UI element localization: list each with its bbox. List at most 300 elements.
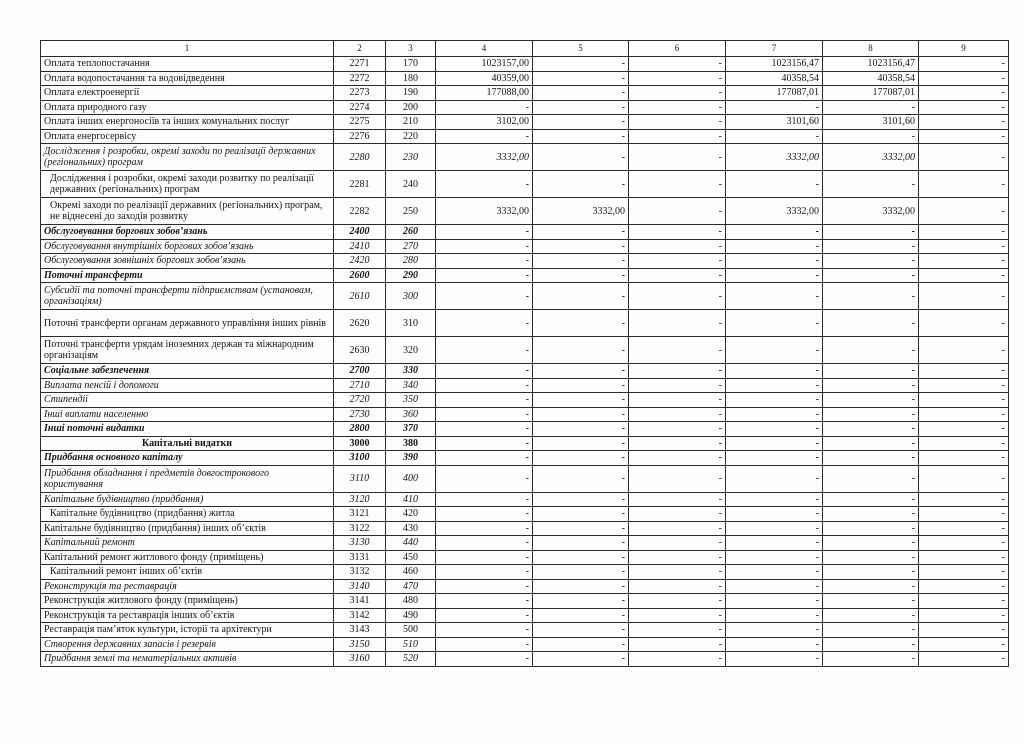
value-cell: - [823, 268, 919, 283]
value-cell: 3102,00 [436, 115, 533, 130]
value-cell: - [919, 378, 1009, 393]
line-code: 220 [386, 129, 436, 144]
row-label: Капітальне будівництво (придбання) інших об’єктів [41, 521, 334, 536]
value-cell: - [726, 310, 823, 337]
value-cell: - [436, 283, 533, 310]
column-number-row [41, 41, 1009, 57]
row-label: Обслуговування внутрішніх боргових зобов’язань [41, 239, 334, 254]
value-cell: - [823, 407, 919, 422]
kekv-code: 2710 [334, 378, 386, 393]
value-cell: - [823, 623, 919, 638]
value-cell: - [919, 115, 1009, 130]
value-cell: - [629, 171, 726, 198]
kekv-code: 3110 [334, 465, 386, 492]
kekv-code: 2274 [334, 100, 386, 115]
value-cell: - [823, 507, 919, 522]
line-code: 410 [386, 492, 436, 507]
value-cell: - [823, 608, 919, 623]
value-cell: - [726, 507, 823, 522]
value-cell: - [533, 337, 629, 364]
value-cell: - [919, 565, 1009, 580]
table-row [41, 283, 1009, 310]
value-cell: - [629, 310, 726, 337]
value-cell: - [533, 144, 629, 171]
value-cell: - [919, 337, 1009, 364]
row-label: Обслуговування зовнішніх боргових зобов’язань [41, 254, 334, 269]
value-cell: - [919, 652, 1009, 667]
value-cell: - [436, 608, 533, 623]
value-cell: - [629, 565, 726, 580]
value-cell: - [919, 283, 1009, 310]
value-cell: - [436, 225, 533, 240]
line-code: 170 [386, 57, 436, 72]
row-label: Поточні трансферти урядам іноземних держав та міжнародним організаціям [41, 337, 334, 364]
row-label: Капітальний ремонт [41, 536, 334, 551]
kekv-code: 3120 [334, 492, 386, 507]
value-cell: - [436, 451, 533, 466]
value-cell: 1023156,47 [726, 57, 823, 72]
row-label: Оплата теплопостачання [41, 57, 334, 72]
value-cell: - [436, 171, 533, 198]
table-row [41, 86, 1009, 101]
line-code: 180 [386, 71, 436, 86]
value-cell: - [436, 100, 533, 115]
value-cell: - [533, 378, 629, 393]
value-cell: - [533, 268, 629, 283]
value-cell: - [726, 594, 823, 609]
kekv-code: 3000 [334, 436, 386, 451]
kekv-code: 2282 [334, 198, 386, 225]
kekv-code: 2400 [334, 225, 386, 240]
column-number-header: 5 [533, 41, 629, 57]
value-cell: - [436, 623, 533, 638]
line-code: 210 [386, 115, 436, 130]
value-cell: 3332,00 [726, 198, 823, 225]
table-row [41, 608, 1009, 623]
kekv-code: 3100 [334, 451, 386, 466]
line-code: 270 [386, 239, 436, 254]
line-code: 360 [386, 407, 436, 422]
line-code: 490 [386, 608, 436, 623]
value-cell: - [533, 115, 629, 130]
value-cell: - [533, 422, 629, 437]
value-cell: - [919, 100, 1009, 115]
value-cell: - [919, 268, 1009, 283]
value-cell: - [436, 407, 533, 422]
value-cell: - [629, 579, 726, 594]
row-label: Придбання обладнання і предметів довгострокового користування [41, 465, 334, 492]
value-cell: - [629, 198, 726, 225]
value-cell: - [436, 507, 533, 522]
value-cell: - [436, 393, 533, 408]
value-cell: - [629, 492, 726, 507]
table-row [41, 254, 1009, 269]
value-cell: - [533, 57, 629, 72]
value-cell: - [823, 436, 919, 451]
value-cell: - [436, 565, 533, 580]
line-code: 200 [386, 100, 436, 115]
row-label: Стипендії [41, 393, 334, 408]
value-cell: - [726, 407, 823, 422]
row-label: Оплата природного газу [41, 100, 334, 115]
value-cell: - [919, 507, 1009, 522]
value-cell: 40358,54 [726, 71, 823, 86]
value-cell: - [823, 393, 919, 408]
kekv-code: 2610 [334, 283, 386, 310]
kekv-code: 3130 [334, 536, 386, 551]
value-cell: - [533, 623, 629, 638]
value-cell: - [533, 71, 629, 86]
kekv-code: 2276 [334, 129, 386, 144]
value-cell: - [629, 652, 726, 667]
value-cell: 3332,00 [436, 198, 533, 225]
value-cell: 3332,00 [823, 144, 919, 171]
line-code: 320 [386, 337, 436, 364]
value-cell: - [726, 225, 823, 240]
table-row [41, 115, 1009, 130]
value-cell: - [629, 637, 726, 652]
value-cell: - [629, 623, 726, 638]
value-cell: - [823, 637, 919, 652]
line-code: 400 [386, 465, 436, 492]
line-code: 290 [386, 268, 436, 283]
value-cell: - [533, 465, 629, 492]
value-cell: - [629, 407, 726, 422]
value-cell: - [726, 550, 823, 565]
line-code: 240 [386, 171, 436, 198]
value-cell: - [629, 71, 726, 86]
value-cell: - [919, 579, 1009, 594]
value-cell: - [919, 536, 1009, 551]
value-cell: 3101,60 [726, 115, 823, 130]
value-cell: - [726, 422, 823, 437]
value-cell: - [919, 465, 1009, 492]
value-cell: - [629, 100, 726, 115]
value-cell: - [629, 337, 726, 364]
value-cell: - [533, 407, 629, 422]
value-cell: - [629, 507, 726, 522]
value-cell: - [629, 115, 726, 130]
expenditure-report-table [40, 40, 1009, 667]
value-cell: - [823, 129, 919, 144]
line-code: 460 [386, 565, 436, 580]
value-cell: - [629, 86, 726, 101]
value-cell: - [919, 364, 1009, 379]
row-label: Оплата водопостачання та водовідведення [41, 71, 334, 86]
kekv-code: 2630 [334, 337, 386, 364]
row-label: Реконструкція та реставрація інших об’єктів [41, 608, 334, 623]
value-cell: - [919, 451, 1009, 466]
kekv-code: 2273 [334, 86, 386, 101]
table-body [41, 57, 1009, 667]
table-row [41, 594, 1009, 609]
line-code: 350 [386, 393, 436, 408]
table-row [41, 492, 1009, 507]
value-cell: - [823, 225, 919, 240]
value-cell: 177088,00 [436, 86, 533, 101]
value-cell: - [823, 422, 919, 437]
value-cell: - [533, 550, 629, 565]
value-cell: - [726, 129, 823, 144]
kekv-code: 2420 [334, 254, 386, 269]
value-cell: - [726, 393, 823, 408]
row-label: Капітальні видатки [41, 436, 334, 451]
kekv-code: 2620 [334, 310, 386, 337]
line-code: 260 [386, 225, 436, 240]
value-cell: - [436, 378, 533, 393]
line-code: 420 [386, 507, 436, 522]
row-label: Реставрація пам’яток культури, історії та архітектури [41, 623, 334, 638]
column-number-header: 3 [386, 41, 436, 57]
value-cell: - [629, 57, 726, 72]
value-cell: - [726, 608, 823, 623]
row-label: Дослідження і розробки, окремі заходи розвитку по реалізації державних (регіональних) програм [41, 171, 334, 198]
table-row [41, 171, 1009, 198]
value-cell: - [629, 254, 726, 269]
table-row [41, 550, 1009, 565]
line-code: 510 [386, 637, 436, 652]
value-cell: - [726, 254, 823, 269]
row-label: Виплата пенсій і допомоги [41, 378, 334, 393]
value-cell: - [919, 422, 1009, 437]
value-cell: - [629, 608, 726, 623]
kekv-code: 2730 [334, 407, 386, 422]
value-cell: - [823, 521, 919, 536]
value-cell: - [823, 451, 919, 466]
value-cell: - [629, 550, 726, 565]
value-cell: 3332,00 [726, 144, 823, 171]
value-cell: - [533, 608, 629, 623]
value-cell: - [726, 378, 823, 393]
value-cell: - [919, 521, 1009, 536]
value-cell: - [823, 100, 919, 115]
value-cell: - [533, 451, 629, 466]
value-cell: - [533, 129, 629, 144]
value-cell: - [919, 57, 1009, 72]
table-row [41, 100, 1009, 115]
kekv-code: 3142 [334, 608, 386, 623]
value-cell: - [629, 225, 726, 240]
column-number-header: 6 [629, 41, 726, 57]
kekv-code: 2600 [334, 268, 386, 283]
line-code: 450 [386, 550, 436, 565]
value-cell: - [629, 451, 726, 466]
value-cell: - [629, 422, 726, 437]
value-cell: - [533, 100, 629, 115]
value-cell: - [629, 268, 726, 283]
value-cell: - [726, 283, 823, 310]
kekv-code: 2410 [334, 239, 386, 254]
value-cell: - [533, 171, 629, 198]
value-cell: - [533, 436, 629, 451]
value-cell: - [823, 492, 919, 507]
line-code: 480 [386, 594, 436, 609]
value-cell: - [436, 364, 533, 379]
table-row [41, 422, 1009, 437]
value-cell: - [533, 393, 629, 408]
value-cell: - [919, 608, 1009, 623]
value-cell: - [726, 465, 823, 492]
value-cell: - [919, 239, 1009, 254]
value-cell: 177087,01 [823, 86, 919, 101]
table-row [41, 637, 1009, 652]
value-cell: - [629, 594, 726, 609]
value-cell: - [726, 652, 823, 667]
table-row [41, 565, 1009, 580]
line-code: 340 [386, 378, 436, 393]
table-row [41, 337, 1009, 364]
value-cell: - [726, 268, 823, 283]
value-cell: - [726, 536, 823, 551]
table-row [41, 144, 1009, 171]
kekv-code: 3141 [334, 594, 386, 609]
value-cell: - [919, 198, 1009, 225]
kekv-code: 2700 [334, 364, 386, 379]
column-number-header: 8 [823, 41, 919, 57]
table-row [41, 507, 1009, 522]
value-cell: - [823, 579, 919, 594]
value-cell: 3332,00 [823, 198, 919, 225]
value-cell: - [436, 492, 533, 507]
row-label: Дослідження і розробки, окремі заходи по реалізації державних (регіональних) програм [41, 144, 334, 171]
value-cell: - [533, 579, 629, 594]
table-row [41, 536, 1009, 551]
value-cell: - [726, 521, 823, 536]
value-cell: - [436, 465, 533, 492]
value-cell: - [919, 254, 1009, 269]
value-cell: - [726, 337, 823, 364]
row-label: Окремі заходи по реалізації державних (регіональних) програм, не віднесені до заходів розвитку [41, 198, 334, 225]
value-cell: - [533, 225, 629, 240]
value-cell: - [533, 239, 629, 254]
value-cell: - [533, 594, 629, 609]
kekv-code: 2281 [334, 171, 386, 198]
value-cell: 3332,00 [533, 198, 629, 225]
value-cell: - [726, 579, 823, 594]
value-cell: - [919, 129, 1009, 144]
value-cell: - [533, 310, 629, 337]
kekv-code: 2720 [334, 393, 386, 408]
table-row [41, 57, 1009, 72]
value-cell: - [823, 310, 919, 337]
table-row [41, 378, 1009, 393]
value-cell: - [533, 637, 629, 652]
column-number-header: 1 [41, 41, 334, 57]
line-code: 520 [386, 652, 436, 667]
value-cell: - [533, 565, 629, 580]
value-cell: - [726, 436, 823, 451]
value-cell: - [436, 594, 533, 609]
table-row [41, 451, 1009, 466]
value-cell: - [533, 254, 629, 269]
value-cell: - [919, 436, 1009, 451]
row-label: Придбання основного капіталу [41, 451, 334, 466]
value-cell: - [919, 71, 1009, 86]
table-row [41, 129, 1009, 144]
table-row [41, 393, 1009, 408]
table-row [41, 310, 1009, 337]
value-cell: - [823, 364, 919, 379]
line-code: 300 [386, 283, 436, 310]
value-cell: - [533, 536, 629, 551]
value-cell: - [919, 492, 1009, 507]
value-cell: - [533, 86, 629, 101]
table-row [41, 198, 1009, 225]
row-label: Інші виплати населенню [41, 407, 334, 422]
line-code: 430 [386, 521, 436, 536]
row-label: Оплата енергосервісу [41, 129, 334, 144]
value-cell: 1023157,00 [436, 57, 533, 72]
row-label: Реконструкція та реставрація [41, 579, 334, 594]
value-cell: - [726, 565, 823, 580]
value-cell: - [726, 451, 823, 466]
value-cell: - [919, 144, 1009, 171]
kekv-code: 3131 [334, 550, 386, 565]
kekv-code: 2272 [334, 71, 386, 86]
value-cell: - [533, 364, 629, 379]
row-label: Капітальний ремонт інших об’єктів [41, 565, 334, 580]
line-code: 470 [386, 579, 436, 594]
value-cell: - [436, 652, 533, 667]
value-cell: - [919, 407, 1009, 422]
value-cell: - [823, 283, 919, 310]
value-cell: - [629, 521, 726, 536]
value-cell: - [436, 310, 533, 337]
value-cell: - [919, 310, 1009, 337]
value-cell: - [726, 637, 823, 652]
value-cell: - [629, 364, 726, 379]
value-cell: - [823, 550, 919, 565]
table-row [41, 465, 1009, 492]
kekv-code: 3143 [334, 623, 386, 638]
value-cell: - [919, 86, 1009, 101]
value-cell: - [629, 378, 726, 393]
value-cell: - [629, 144, 726, 171]
value-cell: - [823, 652, 919, 667]
row-label: Поточні трансферти органам державного управління інших рівнів [41, 310, 334, 337]
row-label: Інші поточні видатки [41, 422, 334, 437]
value-cell: - [919, 393, 1009, 408]
line-code: 230 [386, 144, 436, 171]
value-cell: 3332,00 [436, 144, 533, 171]
line-code: 370 [386, 422, 436, 437]
kekv-code: 3150 [334, 637, 386, 652]
value-cell: - [436, 521, 533, 536]
value-cell: - [629, 436, 726, 451]
value-cell: - [436, 436, 533, 451]
row-label: Поточні трансферти [41, 268, 334, 283]
value-cell: - [629, 283, 726, 310]
value-cell: - [629, 239, 726, 254]
table-row [41, 623, 1009, 638]
table-row [41, 407, 1009, 422]
value-cell: 3101,60 [823, 115, 919, 130]
value-cell: - [436, 422, 533, 437]
kekv-code: 2275 [334, 115, 386, 130]
value-cell: - [436, 637, 533, 652]
column-number-header: 7 [726, 41, 823, 57]
line-code: 500 [386, 623, 436, 638]
kekv-code: 2280 [334, 144, 386, 171]
value-cell: - [436, 579, 533, 594]
line-code: 250 [386, 198, 436, 225]
table-row [41, 521, 1009, 536]
row-label: Капітальне будівництво (придбання) житла [41, 507, 334, 522]
table-row [41, 364, 1009, 379]
value-cell: - [919, 550, 1009, 565]
line-code: 380 [386, 436, 436, 451]
kekv-code: 3140 [334, 579, 386, 594]
